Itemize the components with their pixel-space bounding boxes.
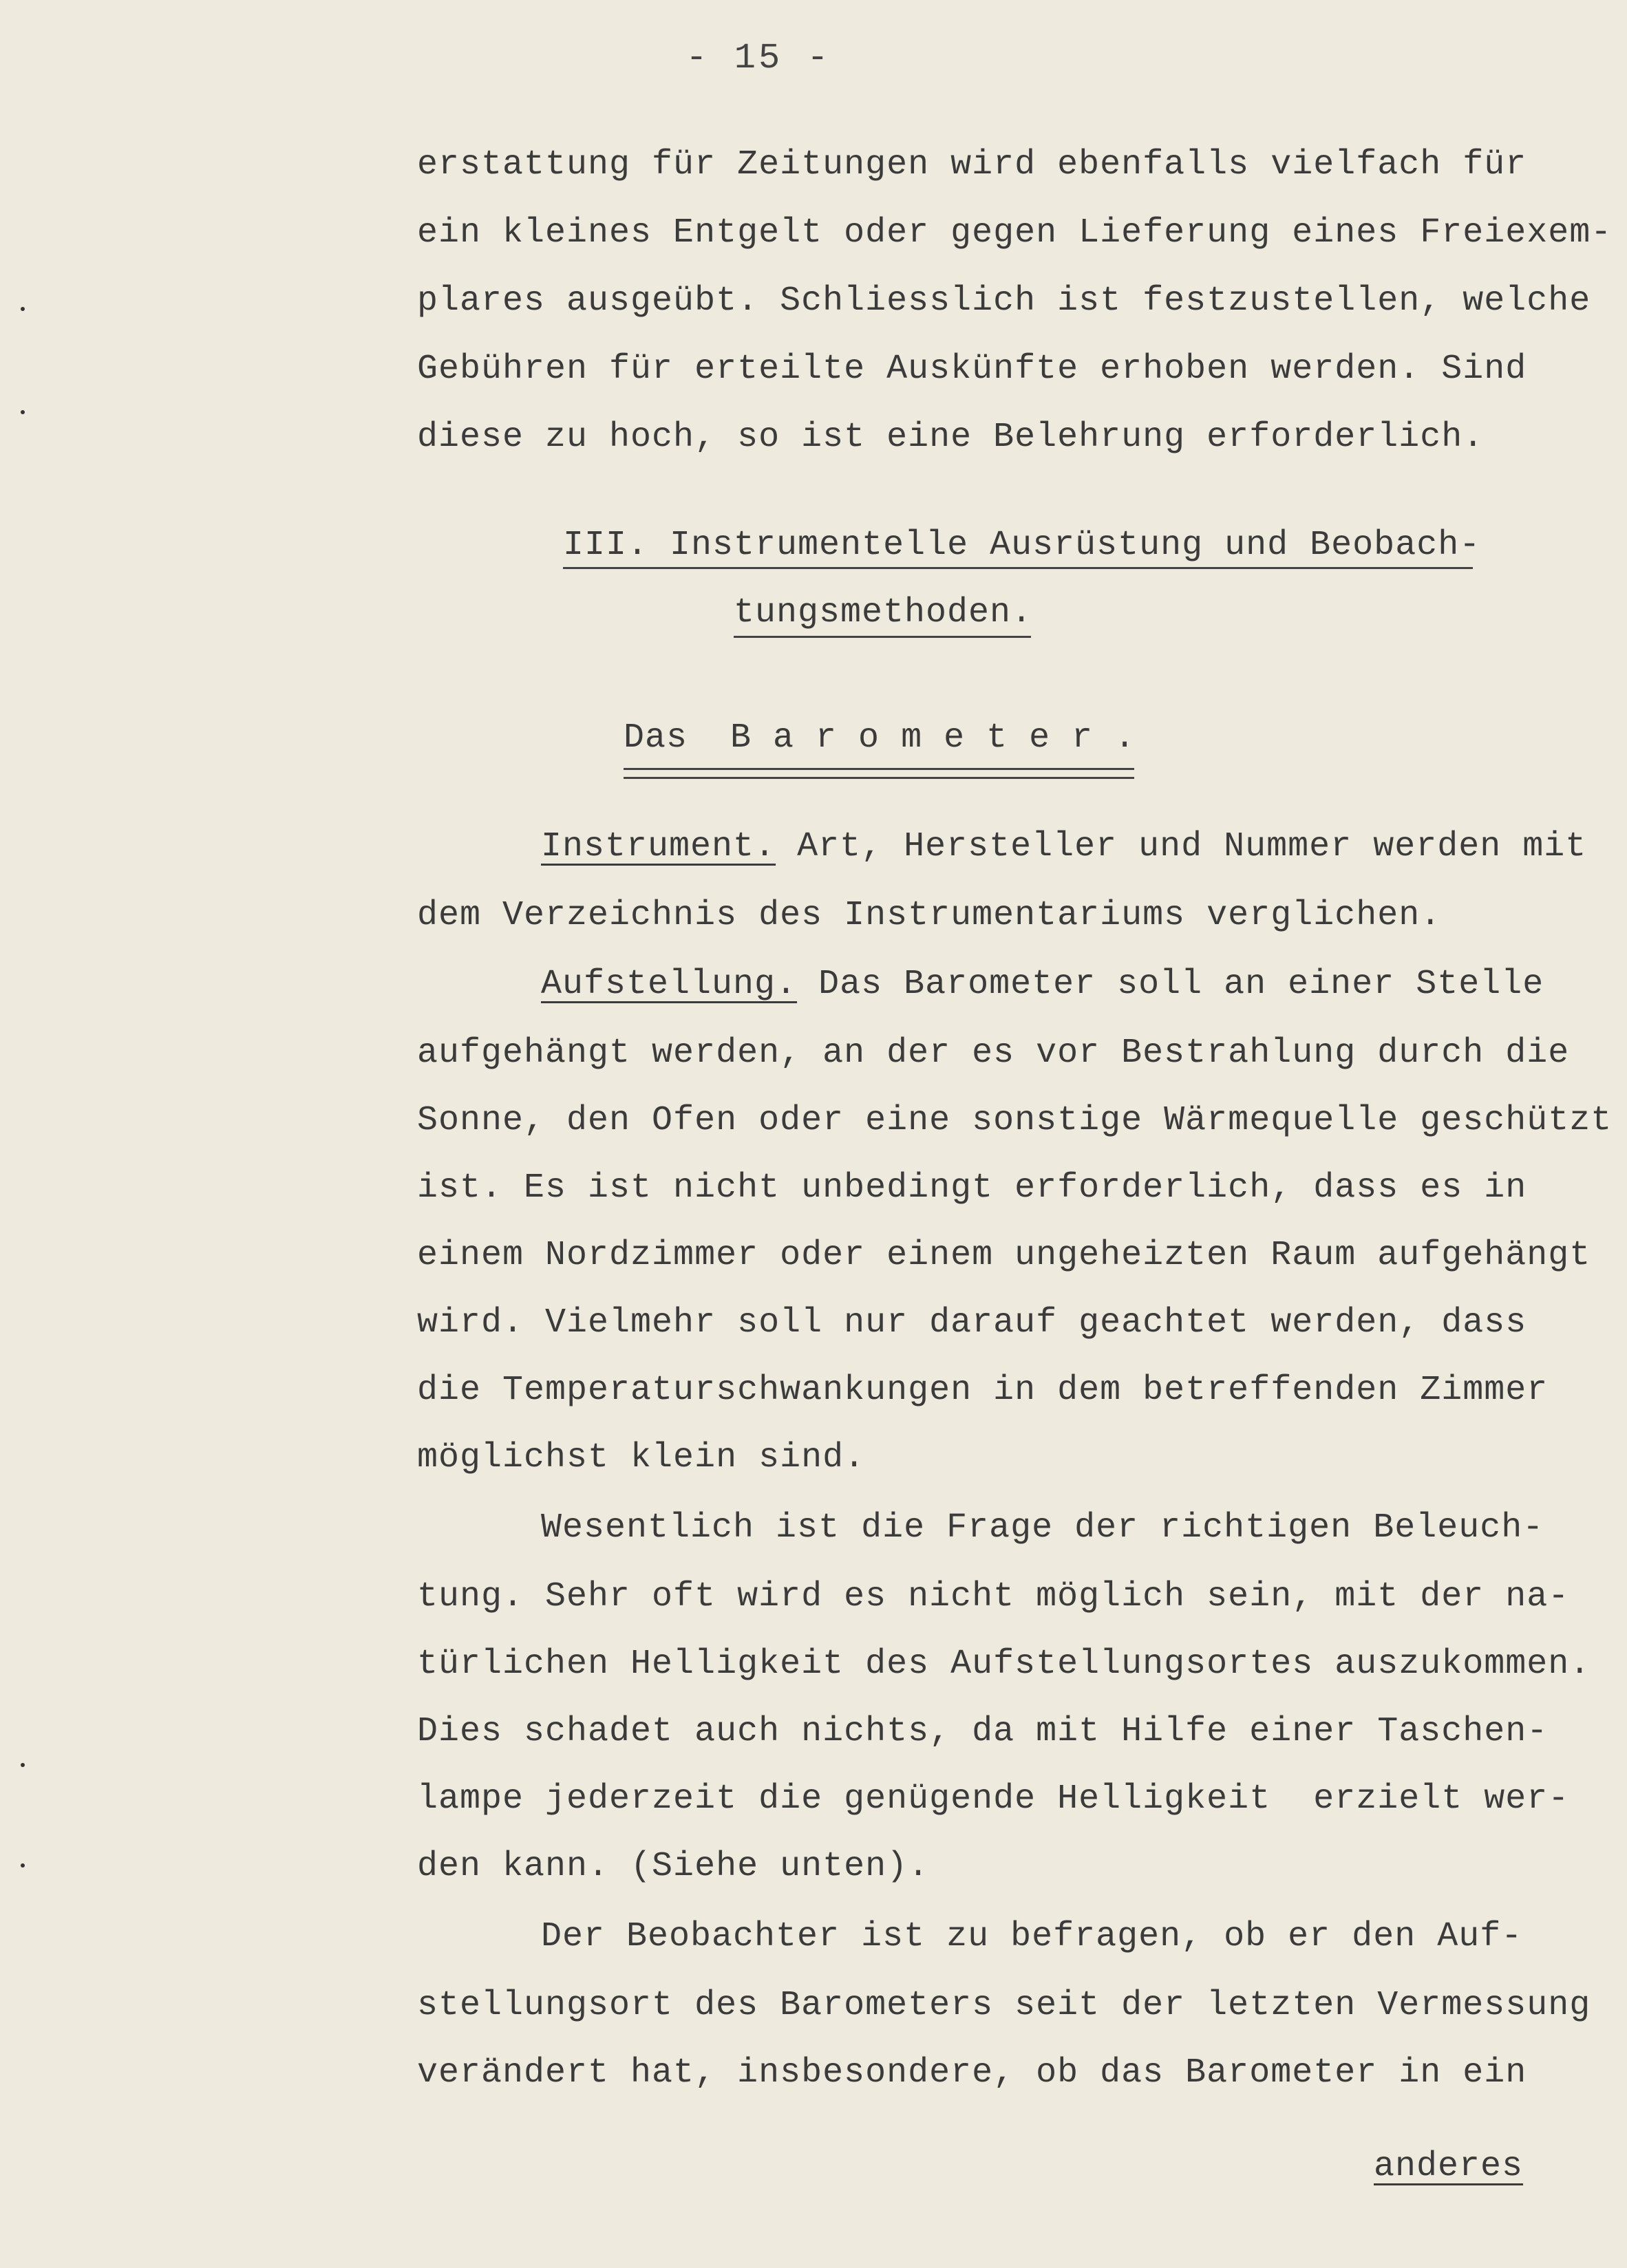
page-number: - 15 - <box>685 38 831 78</box>
aufstellung-line-8: möglichst klein sind. <box>417 1438 866 1477</box>
beleuchtung-line-6: den kann. (Siehe unten). <box>417 1847 930 1886</box>
aufstellung-line-3: Sonne, den Ofen oder eine sonstige Wärmequelle geschützt <box>417 1101 1613 1140</box>
margin-mark <box>21 1763 25 1767</box>
margin-mark <box>21 307 25 311</box>
aufstellung-line-2: aufgehängt werden, an der es vor Bestrahlung durch die <box>417 1034 1570 1073</box>
beobachter-line-2: stellungsort des Barometers seit der letzten Vermessung <box>417 1986 1591 2025</box>
beleuchtung-line-2: tung. Sehr oft wird es nicht möglich sein, mit der na- <box>417 1577 1570 1616</box>
section-heading-line-1: III. Instrumentelle Ausrüstung und Beobach- <box>563 526 1481 565</box>
paragraph-1-line-5: diese zu hoch, so ist eine Belehrung erforderlich. <box>417 418 1485 457</box>
beleuchtung-line-5: lampe jederzeit die genügende Helligkeit erzielt wer- <box>417 1779 1570 1819</box>
margin-mark <box>21 410 25 414</box>
instrument-label: Instrument. <box>541 827 776 866</box>
paragraph-1-line-1: erstattung für Zeitungen wird ebenfalls vielfach für <box>417 145 1527 184</box>
aufstellung-line-5: einem Nordzimmer oder einem ungeheizten Raum aufgehängt <box>417 1236 1591 1275</box>
instrument-line-1 <box>541 827 1587 866</box>
aufstellung-line-6: wird. Vielmehr soll nur darauf geachtet werden, dass <box>417 1303 1527 1342</box>
paragraph-1-line-4: Gebühren für erteilte Auskünfte erhoben werden. Sind <box>417 350 1527 389</box>
instrument-line-2: dem Verzeichnis des Instrumentariums verglichen. <box>417 896 1442 935</box>
paragraph-1-line-3: plares ausgeübt. Schliesslich ist festzustellen, welche <box>417 281 1591 321</box>
section-heading-underline-2 <box>734 636 1031 638</box>
margin-mark <box>21 1863 25 1868</box>
subheading-double-underline <box>624 768 1134 779</box>
section-heading-underline-1 <box>563 567 1473 569</box>
aufstellung-line-1 <box>541 967 1544 1002</box>
paragraph-1-line-2: ein kleines Entgelt oder gegen Lieferung eines Freiexem- <box>417 213 1613 253</box>
subheading-barometer: Das B a r o m e t e r . <box>624 718 1136 758</box>
beobachter-line-1: Der Beobachter ist zu befragen, ob er den Auf- <box>541 1917 1523 1956</box>
instrument-line-1-text: Art, Hersteller und Nummer werden mit <box>776 827 1587 866</box>
beleuchtung-line-4: Dies schadet auch nichts, da mit Hilfe einer Taschen- <box>417 1712 1549 1751</box>
aufstellung-line-7: die Temperaturschwankungen in dem betreffenden Zimmer <box>417 1371 1549 1410</box>
beleuchtung-line-3: türlichen Helligkeit des Aufstellungsortes auszukommen. <box>417 1645 1591 1684</box>
aufstellung-line-1-text: Das Barometer soll an einer Stelle <box>797 965 1544 1004</box>
beleuchtung-line-1: Wesentlich ist die Frage der richtigen Beleuch- <box>541 1508 1544 1548</box>
beobachter-line-3: verändert hat, insbesondere, ob das Barometer in ein <box>417 2053 1527 2093</box>
section-heading-line-2: tungsmethoden. <box>734 593 1033 632</box>
catchword: anderes <box>1374 2147 1524 2186</box>
aufstellung-line-4: ist. Es ist nicht unbedingt erforderlich, dass es in <box>417 1168 1527 1208</box>
aufstellung-label: Aufstellung. <box>541 965 798 1004</box>
